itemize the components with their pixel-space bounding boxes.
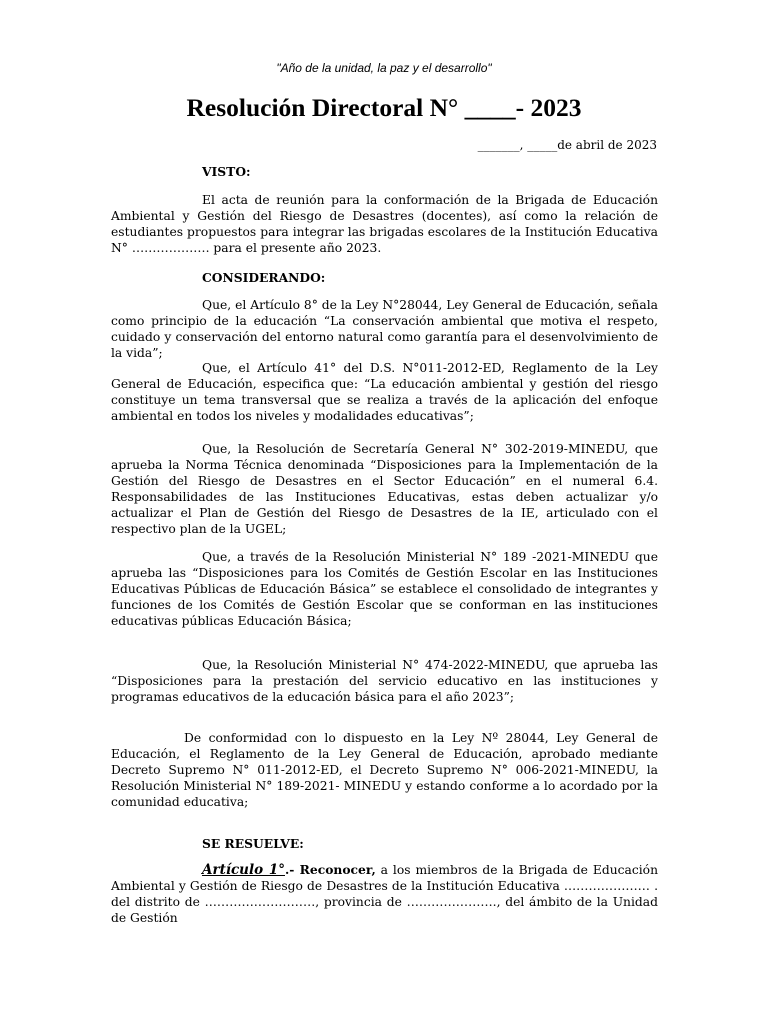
paragraph-text: Que, el Artículo 8° de la Ley N°28044, Ley General de Educación, señala como principio de la educación “La conservación ambiental que motiva el respeto, cuidado y conservación del entorno natural como garantía para el desenvolvimiento de la vida”; [111, 298, 658, 360]
article-1-paragraph [111, 862, 658, 926]
year-motto: "Año de la unidad, la paz y el desarrollo" [276, 61, 492, 75]
paragraph-text: Que, el Artículo 41° del D.S. N°011-2012-ED, Reglamento de la Ley General de Educación, especifica que: “La educación ambiental y gestión del riesgo constituye un tema transversal que se realiza a través de la aplicación del enfoque ambiental en todos los niveles y modalidades educativas”; [111, 361, 658, 423]
paragraph-text: Que, la Resolución Ministerial N° 474-2022-MINEDU, que aprueba las “Disposiciones para la prestación del servicio educativo en las instituciones y programas educativos de la educación básica para el año 2023”; [111, 658, 658, 704]
article-1-verb: Reconocer, [299, 862, 376, 877]
paragraph-text: Que, a través de la Resolución Ministerial N° 189 -2021-MINEDU que aprueba las “Disposiciones para los Comités de Gestión Escolar en las Instituciones Educativas Públicas de Educación Básica” se establece el consolidado de integrantes y funciones de los Comités de Gestión Escolar que se conforman en las instituciones educativas públicas Educación Básica; [111, 550, 658, 628]
date-line: _______, _____de abril de 2023 [477, 138, 657, 152]
considerando-paragraph-1 [111, 297, 658, 361]
visto-heading: VISTO: [202, 164, 251, 179]
se-resuelve-heading: SE RESUELVE: [202, 836, 304, 851]
paragraph-text: Que, la Resolución de Secretaría General N° 302-2019-MINEDU, que aprueba la Norma Técnica denominada “Disposiciones para la Implementación de la Gestión del Riesgo de Desastres en el Sector Educación” en el numeral 6.4. Responsabilidades de las Instituciones Educativas, estas deben actualizar y/o actualizar el Plan de Gestión del Riesgo de Desastres de la IE, articulado con el respectivo plan de la UGEL; [111, 442, 658, 536]
considerando-paragraph-5 [111, 657, 658, 705]
paragraph-text: De conformidad con lo dispuesto en la Ley Nº 28044, Ley General de Educación, el Reglamento de la Ley General de Educación, aprobado mediante Decreto Supremo N° 011-2012-ED, el Decreto Supremo N° 006-2021-MINEDU, la Resolución Ministerial N° 189-2021- MINEDU y estando conforme a lo acordado por la comunidad educativa; [111, 731, 658, 809]
article-1-text: a los miembros de la Brigada de Educación Ambiental y Gestión de Riesgo de Desastres de la Institución Educativa ………………… . del distrito de ………………………, provincia de …………………., del ámbito de la Unidad de Gestión [111, 863, 658, 925]
article-1-separator: .- [284, 862, 300, 877]
considerando-paragraph-3 [111, 441, 658, 537]
visto-paragraph [111, 192, 658, 256]
considerando-paragraph-6 [111, 730, 658, 810]
considerando-paragraph-2 [111, 360, 658, 424]
considerando-heading: CONSIDERANDO: [202, 270, 326, 285]
article-1-number: Artículo 1° [202, 862, 285, 878]
visto-text: El acta de reunión para la conformación de la Brigada de Educación Ambiental y Gestión del Riesgo de Desastres (docentes), así como la relación de estudiantes propuestos para integrar las brigadas escolares de la Institución Educativa N° ………………. para el presente año 2023. [111, 193, 658, 255]
document-title: Resolución Directoral N° ____- 2023 [186, 93, 582, 122]
considerando-paragraph-4 [111, 549, 658, 629]
